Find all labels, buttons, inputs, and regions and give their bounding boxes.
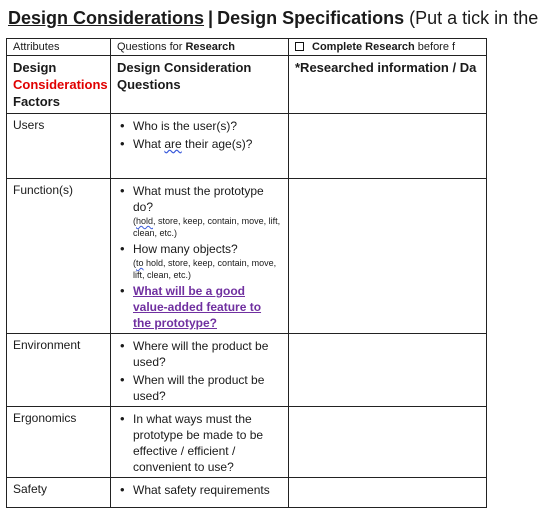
attribute-functions: Function(s): [7, 179, 111, 334]
research-cell-users[interactable]: [289, 114, 487, 179]
questions-functions: [111, 179, 289, 334]
list-item: • When will the product be used?: [117, 372, 282, 404]
complete-research-header: Complete Research before f: [289, 39, 487, 56]
table-header-row: [7, 39, 487, 56]
attribute-environment: Environment: [7, 334, 111, 407]
questions-header: Questions for Research: [111, 39, 289, 56]
q1-note: (hold, store, keep, contain, move, lift, clean, etc.): [133, 216, 281, 238]
table-row-functions: [7, 179, 487, 334]
list-item: • What are their age(s)?: [117, 136, 282, 152]
column-title-row: [7, 56, 487, 114]
questions-ergonomics: [111, 407, 289, 478]
q2-note: (to hold, store, keep, contain, move, lift, clean, etc.): [133, 258, 277, 280]
list-item: • What must the prototype do? (hold, store, keep, contain, move, lift, clean, etc.): [117, 183, 282, 239]
list-item[interactable]: [117, 283, 282, 331]
table-row-environment: [7, 334, 487, 407]
list-item: • Where will the product be used?: [117, 338, 282, 370]
table-row-safety: [7, 478, 487, 508]
considerations-table: [6, 38, 487, 508]
title-instruction: (Put a tick in the: [409, 8, 538, 28]
researched-column-title: *Researched information / Da: [289, 56, 487, 114]
title-design-specifications: Design Specifications: [217, 8, 405, 28]
page-title: [8, 4, 538, 34]
tick-checkbox[interactable]: [295, 42, 304, 51]
list-item: • Who is the user(s)?: [117, 118, 282, 134]
list-item: • What safety requirements: [117, 482, 282, 498]
title-design-considerations: Design Considerations: [8, 8, 205, 28]
list-item: • In what ways must the prototype be made to be effective / efficient / convenient to use?: [117, 411, 282, 475]
questions-environment: [111, 334, 289, 407]
attribute-safety: Safety: [7, 478, 111, 508]
research-cell-functions[interactable]: [289, 179, 487, 334]
questions-safety: [111, 478, 289, 508]
questions-users: [111, 114, 289, 179]
table-row-users: [7, 114, 487, 179]
research-cell-ergonomics[interactable]: [289, 407, 487, 478]
value-added-feature-link[interactable]: What will be a good value-added feature to the prototype?: [133, 284, 262, 330]
attributes-header: Attributes: [7, 39, 111, 56]
research-cell-environment[interactable]: [289, 334, 487, 407]
factors-column-title: Design Considerations Factors: [7, 56, 111, 114]
table-row-ergonomics: [7, 407, 487, 478]
list-item: • How many objects? (to hold, store, keep, contain, move, lift, clean, etc.): [117, 241, 282, 281]
research-cell-safety[interactable]: [289, 478, 487, 508]
questions-column-title: Design Consideration Questions: [111, 56, 289, 114]
attribute-users: Users: [7, 114, 111, 179]
attribute-ergonomics: Ergonomics: [7, 407, 111, 478]
title-separator: |: [208, 8, 214, 28]
